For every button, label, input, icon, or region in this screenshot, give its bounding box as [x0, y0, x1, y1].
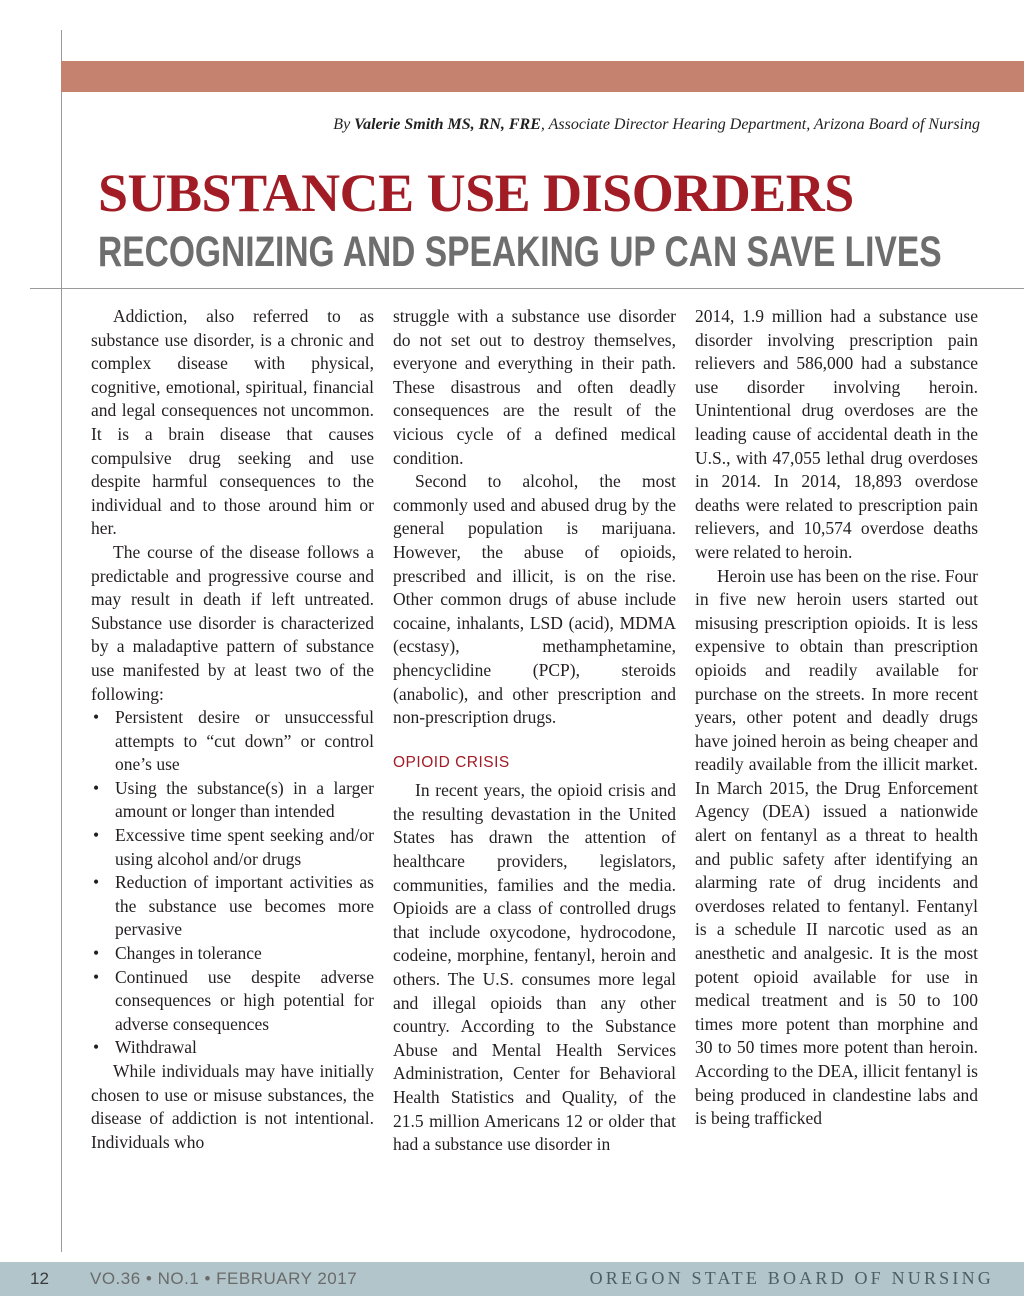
publisher-name: OREGON STATE BOARD OF NURSING	[589, 1268, 994, 1288]
list-item: • Persistent desire or unsuccessful attempts to “cut down” or control one’s use	[91, 706, 374, 777]
paragraph: The course of the disease follows a predictable and progressive course and may result in death if left untreated. Substance use disorder is characterized by a maladaptive pattern of substance use manifested by at least two of the following:	[91, 541, 374, 704]
paragraph: Second to alcohol, the most commonly used and abused drug by the general population is marijuana. However, the abuse of opioids, prescribed and illicit, is on the rise. Other common drugs of abuse include cocaine, inhalants, LSD (acid), MDMA (ecstasy), methamphetamine, phencyclidine (PCP), steroids (anabolic), and other prescription and non-prescription drugs.	[393, 471, 676, 728]
criteria-list	[91, 706, 374, 1060]
title-divider	[30, 288, 1024, 289]
paragraph: Heroin use has been on the rise. Four in five new heroin users started out misusing prescription opioids. It is less expensive to obtain than prescription opioids and readily available for purchase on the streets. In more recent years, other potent and deadly drugs have joined heroin as being cheaper and readily available from the illicit market. In March 2015, the Drug Enforcement Agency (DEA) issued a nationwide alert on fentanyl as a threat to health and public safety after identifying an alarming rate of drug incidents and overdoses related to fentanyl. Fentanyl is a schedule II narcotic used as an anesthetic and analgesic. It is the most potent opioid available for use in medical treatment and is 50 to 100 times more potent than morphine and 30 to 50 times more potent than heroin. According to the DEA, illicit fentanyl is being produced in clandestine labs and is being trafficked	[695, 565, 978, 1129]
left-margin-rule	[61, 30, 62, 1252]
paragraph: struggle with a substance use disorder do not set out to destroy themselves, everyone and everything in their path. These disastrous and often deadly consequences are the result of the vicious cycle of a defined medical condition.	[393, 306, 676, 468]
list-item: • Reduction of important activities as the substance use becomes more pervasive	[91, 871, 374, 942]
text-column-1	[91, 305, 374, 1154]
byline-affiliation: , Associate Director Hearing Department, Arizona Board of Nursing	[540, 116, 980, 133]
article-title: SUBSTANCE USE DISORDERS	[98, 163, 854, 223]
list-item: • Using the substance(s) in a larger amount or longer than intended	[91, 777, 374, 824]
list-item: • Withdrawal	[91, 1036, 374, 1060]
issue-info: VO.36 • NO.1 • FEBRUARY 2017	[90, 1269, 358, 1288]
page-number: 12	[30, 1269, 49, 1288]
list-item: • Excessive time spent seeking and/or using alcohol and/or drugs	[91, 824, 374, 871]
byline	[90, 116, 980, 134]
list-item: • Changes in tolerance	[91, 942, 374, 966]
article-subtitle: RECOGNIZING AND SPEAKING UP CAN SAVE LIVES	[98, 228, 942, 276]
list-item: • Continued use despite adverse consequences or high potential for adverse consequences	[91, 966, 374, 1037]
text-column-3	[695, 305, 978, 1131]
paragraph: 2014, 1.9 million had a substance use disorder involving prescription pain relievers and 586,000 had a substance use disorder involving heroin. Unintentional drug overdoses are the leading cause of accidental death in the U.S., with 47,055 lethal drug overdoses in 2014. In 2014, 18,893 overdose deaths were related to prescription pain relievers, and 10,574 overdose deaths were related to heroin.	[695, 306, 978, 562]
section-heading-opioid-crisis: OPIOID CRISIS	[393, 753, 510, 771]
paragraph: Addiction, also referred to as substance use disorder, is a chronic and complex disease with physical, cognitive, emotional, spiritual, financial and legal consequences not uncommon. It is a brain disease that causes compulsive drug seeking and use despite harmful consequences to the individual and to those around him or her.	[91, 306, 374, 539]
header-color-bar	[61, 61, 1024, 92]
byline-author: Valerie Smith MS, RN, FRE	[354, 116, 541, 133]
page-footer	[0, 1262, 1024, 1296]
byline-prefix: By	[333, 116, 355, 133]
text-column-2	[393, 305, 676, 1157]
paragraph: In recent years, the opioid crisis and the resulting devastation in the United States has drawn the attention of healthcare providers, legislators, communities, families and the media. Opioids are a class of controlled drugs that include oxycodone, hydrocodone, codeine, morphine, fentanyl, heroin and others. The U.S. consumes more legal and illegal opioids than any other country. According to the Substance Abuse and Mental Health Services Administration, Center for Behavioral Health Statistics and Quality, of the 21.5 million Americans 12 or older that had a substance use disorder in	[393, 780, 676, 1155]
paragraph: While individuals may have initially chosen to use or misuse substances, the disease of addiction is not intentional. Individuals who	[91, 1061, 374, 1152]
